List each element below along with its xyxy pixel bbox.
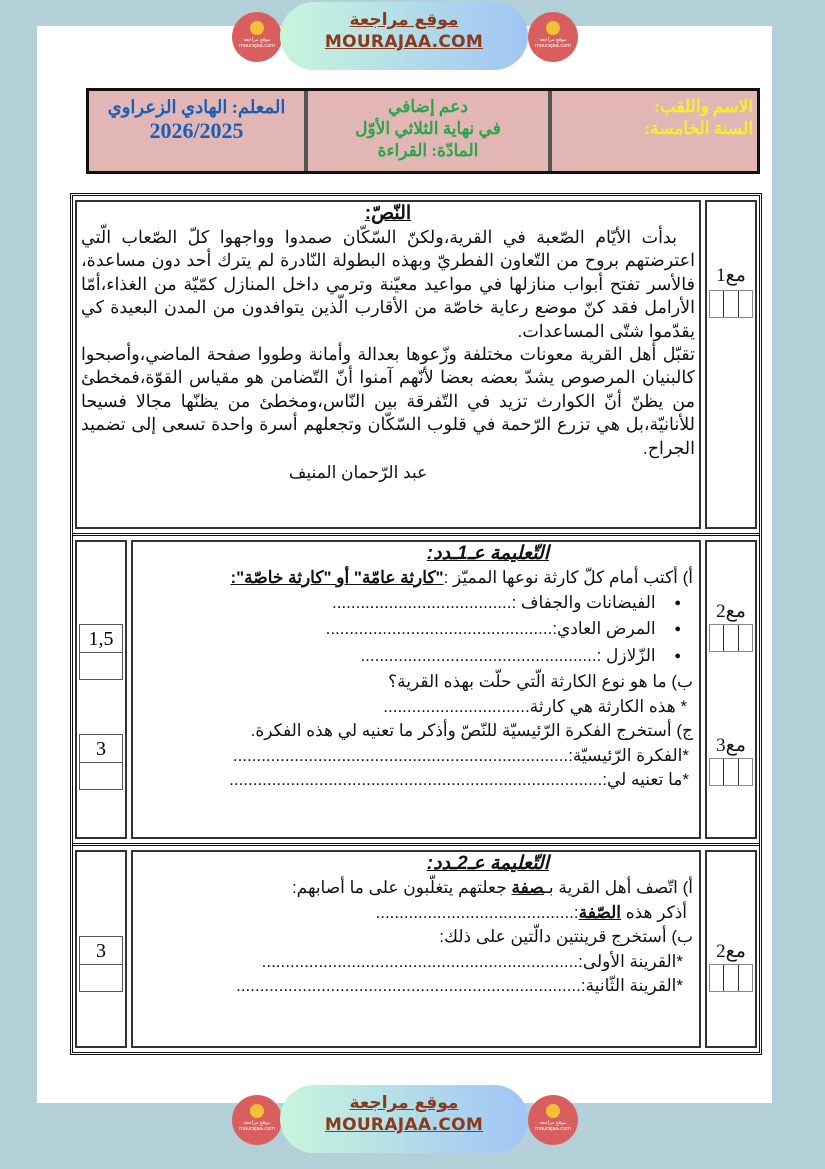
text-author: عبد الرّحمان المنيف <box>288 463 428 483</box>
criteria-column <box>705 540 757 839</box>
answer-prompt: *ما تعنيه لي: <box>602 770 689 789</box>
task2-cell <box>131 850 701 1048</box>
task1-question-b: ب) ما هو نوع الكارثة الّتي حلّت بهذه القرية؟ <box>388 672 693 691</box>
task1-row <box>73 536 759 846</box>
exam-type: دعم إضافي <box>388 97 468 116</box>
criterion-grade-boxes[interactable] <box>709 964 753 992</box>
badge-caption: موقع مراجعة mourajaa.com <box>238 1120 275 1132</box>
book-icon <box>546 21 560 35</box>
criterion-label: مع1 <box>716 265 746 286</box>
answer-blank[interactable]: ......................................................................... <box>236 976 581 995</box>
criterion-grade-boxes[interactable] <box>709 624 753 652</box>
text-paragraph-2: تقبّل أهل القرية معونات مختلفة وزّعوها بعدالة وأمانة وطووا صفحة الماضي،وأصبحوا كالبنيان المرصوص يشدّ بعضه بعضا لأنّهم آمنوا أنّ التّضامن هو مقياس القوّة،فمخطئ من يظنّ أنّ الكوارث تزيد في التّفرقة بين النّاس،ومخطئ من يظنّها مجالا فسيحا للأنانيّة،بل هي تزرع الرّحمة في قلوب السّكّان وتجعلهم أسرة واحدة تسعى إلى تضميد الجراح. <box>81 344 695 458</box>
student-info-cell <box>550 91 757 171</box>
badge-caption: موقع مراجعة mourajaa.com <box>238 37 275 49</box>
criterion-label: مع2 <box>716 941 746 962</box>
question-text: أ) اتّصف أهل القرية بـ <box>543 878 693 897</box>
task1-meaning <box>133 768 699 793</box>
site-title-arabic: موقع مراجعة <box>349 1093 459 1113</box>
task2-title: التّعليمة عـ2ـدد: <box>426 853 549 874</box>
criterion-grade-boxes[interactable] <box>709 290 753 318</box>
watermark-banner-bottom <box>230 1083 580 1153</box>
criterion-label: مع2 <box>716 601 746 622</box>
answer-blank[interactable]: :.......................................... <box>375 902 579 922</box>
site-title-arabic: موقع مراجعة <box>349 10 459 30</box>
task1-main-idea <box>133 744 699 769</box>
exam-header <box>86 88 760 174</box>
site-title-pill[interactable] <box>280 1085 528 1153</box>
badge-caption: موقع مراجعة mourajaa.com <box>534 1120 571 1132</box>
book-icon <box>250 21 264 35</box>
task2-question-b: ب) أستخرج قرينتين دالّتين على ذلك: <box>439 927 693 946</box>
score-value: 3 <box>80 937 122 965</box>
task1-item <box>133 644 699 671</box>
student-class-label: السنة الخامسة: <box>644 119 753 138</box>
task2-question-a <box>133 876 699 901</box>
question-text: جعلتهم يتغلّبون على ما أصابهم: <box>291 878 512 897</box>
task1-item <box>133 591 699 618</box>
answer-blank[interactable]: ....................................................................... <box>232 745 569 765</box>
site-title-latin: MOURAJAA.COM <box>324 32 484 52</box>
task2-first-clue <box>133 950 699 975</box>
item-label: المرض العادي: <box>552 619 656 638</box>
task2-prompt-a <box>133 901 699 926</box>
answer-prompt: *الفكرة الرّئيسيّة: <box>568 745 689 765</box>
score-box[interactable] <box>79 936 123 992</box>
task2-row <box>73 846 759 1052</box>
answer-blank[interactable]: ............................................................................... <box>229 770 603 789</box>
question-emphasis: "كارثة عامّة" أو "كارثة خاصّة": <box>230 568 444 587</box>
badge-caption: موقع مراجعة mourajaa.com <box>534 37 571 49</box>
student-name-label: الاسم واللقب: <box>654 97 753 116</box>
site-title-latin: MOURAJAA.COM <box>324 1115 484 1135</box>
answer-prompt: *القرينة الأولى: <box>578 951 683 971</box>
answer-blank[interactable]: ................................................................... <box>261 951 579 971</box>
watermark-banner-top <box>230 0 580 70</box>
task1-title: التّعليمة عـ1ـدد: <box>426 543 549 564</box>
site-title-pill[interactable] <box>280 2 528 70</box>
question-emphasis: صفة <box>511 878 544 897</box>
answer-blank[interactable]: ............................... <box>383 696 530 716</box>
text-paragraph-1: بدأت الأيّام الصّعبة في القرية،ولكنّ السّكّان صمدوا وواجهوا كلّ الصّعاب الّتي اعترضتهم بروح من التّعاون الفطريّ وبهذه البطولة النّادرة لم يترك أحد دون مساعدة، فالأسر تفتح أبواب منازلها في مواعيد معيّنة وترمي داخل المنازل كمّيّة من الغذاء،أمّا الأرامل فقد كنّ موضع رعاية خاصّة من الأقارب الّذين يتوافدون من المدن البعيدة كي يقدّموا شتّى المساعدات. <box>81 227 695 341</box>
exam-period: في نهاية الثلاثي الأوّل <box>355 119 501 138</box>
score-box[interactable] <box>79 734 123 790</box>
answer-prompt: * هذه الكارثة هي كارثة <box>529 696 687 716</box>
answer-blank[interactable]: ...................................... <box>331 592 512 612</box>
exam-body <box>70 193 762 1055</box>
criterion-label: مع3 <box>716 735 746 756</box>
item-label: الزّلازل : <box>596 645 656 665</box>
teacher-cell <box>89 91 306 171</box>
reading-text-row <box>73 196 759 536</box>
answer-prompt: *القرينة الثّانية: <box>580 976 683 995</box>
answer-blank[interactable]: .................................................. <box>360 645 597 665</box>
task1-question-c: ج) أستخرج الفكرة الرّئيسيّة للنّصّ وأذكر ما تعنيه لي هذه الفكرة. <box>250 721 693 740</box>
site-logo-badge <box>232 1095 282 1145</box>
teacher-name: المعلم: الهادي الزعراوي <box>107 97 286 117</box>
score-value: 3 <box>80 735 122 763</box>
score-column <box>75 540 127 839</box>
book-icon <box>546 1104 560 1118</box>
question-text: أ) أكتب أمام كلّ كارثة نوعها المميّز : <box>443 568 693 587</box>
site-logo-badge <box>528 1095 578 1145</box>
task1-item <box>133 617 699 644</box>
subject-cell <box>306 91 550 171</box>
score-box[interactable] <box>79 624 123 680</box>
item-label: الفيضانات والجفاف : <box>511 592 656 612</box>
task2-second-clue <box>133 974 699 999</box>
task1-answer-b <box>133 695 699 720</box>
criterion-grade-boxes[interactable] <box>709 758 753 786</box>
task1-cell <box>131 540 701 839</box>
task1-question-a <box>133 566 699 591</box>
book-icon <box>250 1104 264 1118</box>
criteria-column <box>705 850 757 1048</box>
reading-text-cell <box>75 200 701 529</box>
site-logo-badge <box>528 12 578 62</box>
school-year: 2026/2025 <box>149 118 244 143</box>
score-value: 1,5 <box>80 625 122 653</box>
criteria-column <box>705 200 757 529</box>
score-column <box>75 850 127 1048</box>
question-emphasis: الصّفة <box>578 902 621 922</box>
exam-subject: المادّة: القراءة <box>377 141 479 160</box>
text-title: النّصّ: <box>364 203 412 224</box>
answer-prompt: أذكر هذه <box>620 902 687 922</box>
site-logo-badge <box>232 12 282 62</box>
answer-blank[interactable]: ................................................ <box>325 619 553 638</box>
